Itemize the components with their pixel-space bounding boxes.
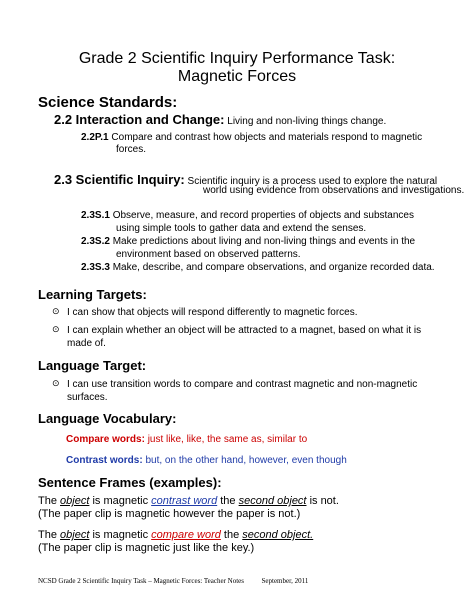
contrast-word: but,: [145, 455, 163, 466]
language-target-heading: Language Target:: [38, 358, 147, 373]
compare-words-label: Compare words:: [66, 434, 145, 445]
sentence-frame-2-example: (The paper clip is magnetic just like the key.): [38, 542, 255, 554]
frame-object: object: [60, 495, 90, 507]
standard-text-cont: environment based on observed patterns.: [116, 249, 301, 260]
sentence-frame-1: [38, 495, 339, 507]
frame-word: is not.: [309, 495, 339, 507]
standard-text-cont: using simple tools to gather data and extend the senses.: [116, 223, 367, 234]
standard-2-3s1: [81, 210, 414, 221]
frame-compare-word: compare word: [151, 529, 221, 541]
standard-2-3-desc: Scientific inquiry is a process used to explore the natural: [187, 176, 438, 187]
standard-2-3-heading: 2.3 Scientific Inquiry:: [54, 172, 185, 187]
learning-target-1: I can show that objects will respond differently to magnetic forces.: [67, 307, 358, 318]
frame-second-object: second object.: [242, 529, 314, 541]
sentence-frame-2: [38, 529, 313, 541]
frame-second-object: second object: [238, 495, 307, 507]
contrast-word: on the other hand,: [164, 455, 247, 466]
sentence-frame-1-example: (The paper clip is magnetic however the paper is not.): [38, 508, 301, 520]
frame-word: is magnetic: [92, 529, 149, 541]
frame-word: the: [220, 495, 236, 507]
title-line-2: Magnetic Forces: [177, 68, 297, 85]
learning-target-2-cont: made of.: [67, 338, 106, 349]
contrast-words-line: [66, 455, 347, 466]
standard-text: Make, describe, and compare observations, and organize recorded data.: [112, 262, 435, 273]
standard-code: 2.3S.3: [81, 262, 110, 273]
standard-text: Observe, measure, and record properties of objects and substances: [112, 210, 414, 221]
compare-words-line: [66, 434, 307, 445]
target-bullet-icon: ⊙: [52, 379, 60, 389]
sentence-frames-heading: Sentence Frames (examples):: [38, 475, 222, 490]
contrast-word: even though: [291, 455, 347, 466]
standard-2-2-desc: Living and non-living things change.: [227, 116, 387, 127]
standard-2-2: [54, 112, 386, 127]
standard-text-cont: forces.: [116, 144, 147, 155]
contrast-word: however,: [248, 455, 289, 466]
footer: [38, 577, 308, 585]
standard-code: 2.2P.1: [81, 132, 109, 143]
standard-2-2-heading: 2.2 Interaction and Change:: [54, 112, 225, 127]
standard-2-3-desc-cont: world using evidence from observations and investigations.: [203, 185, 465, 196]
standard-text: Compare and contrast how objects and materials respond to magnetic: [111, 132, 423, 143]
title-line-1: Grade 2 Scientific Inquiry Performance Task:: [78, 50, 396, 67]
footer-date: September, 2011: [261, 577, 309, 585]
frame-word: the: [223, 529, 240, 541]
compare-words-list: just like, like, the same as, similar to: [147, 434, 308, 445]
language-vocabulary-heading: Language Vocabulary:: [38, 411, 177, 426]
language-target-1: I can use transition words to compare and contrast magnetic and non-magnetic: [67, 379, 418, 390]
contrast-words-label: Contrast words:: [66, 455, 143, 466]
target-bullet-icon: ⊙: [52, 307, 60, 317]
standard-2-2p1: [81, 132, 422, 143]
frame-word: The: [38, 529, 57, 541]
science-standards-heading: Science Standards:: [38, 94, 178, 111]
standard-2-3s2: [81, 236, 415, 247]
standard-code: 2.3S.2: [81, 236, 110, 247]
learning-targets-heading: Learning Targets:: [38, 287, 147, 302]
language-target-1-cont: surfaces.: [67, 392, 108, 403]
target-bullet-icon: ⊙: [52, 325, 60, 335]
standard-text: Make predictions about living and non-living things and events in the: [112, 236, 416, 247]
frame-object: object: [60, 529, 90, 541]
standard-2-3s3: [81, 262, 435, 273]
standard-code: 2.3S.1: [81, 210, 110, 221]
learning-target-2: I can explain whether an object will be attracted to a magnet, based on what it is: [67, 325, 422, 336]
frame-word: is magnetic: [92, 495, 149, 507]
footer-left: NCSD Grade 2 Scientific Inquiry Task – Magnetic Forces: Teacher Notes: [38, 577, 244, 585]
frame-word: The: [38, 495, 57, 507]
frame-contrast-word: contrast word: [151, 495, 218, 507]
